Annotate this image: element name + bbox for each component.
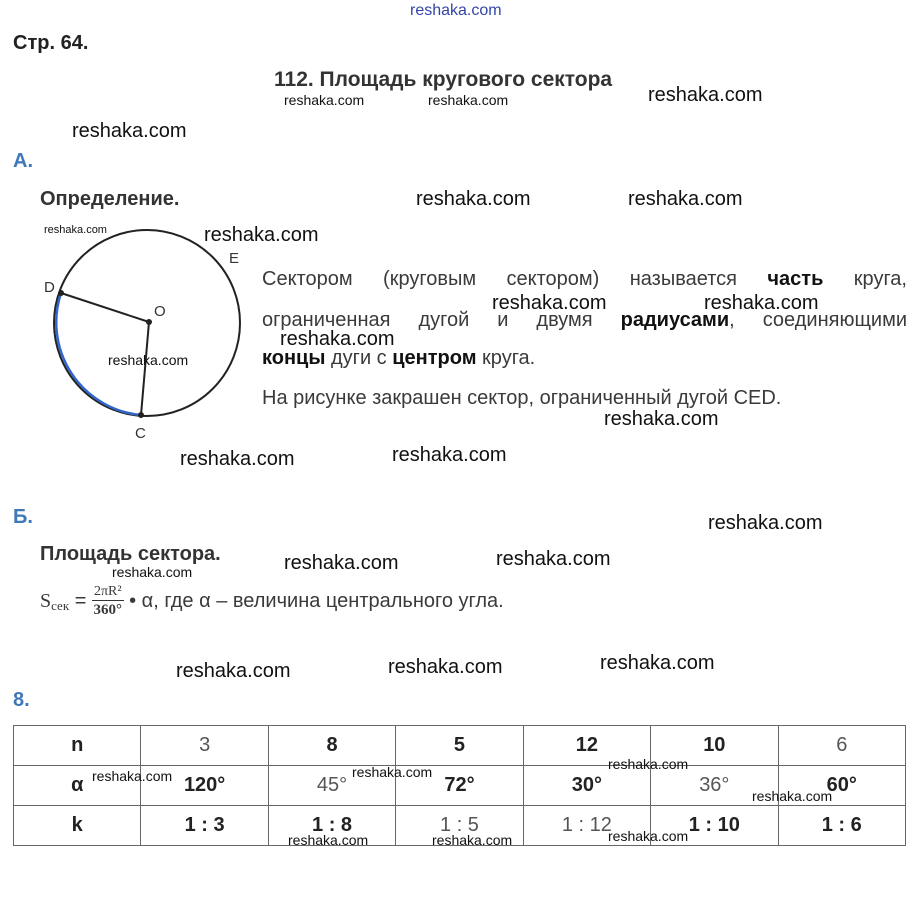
watermark: reshaka.com — [608, 756, 689, 772]
watermark: reshaka.com — [72, 120, 187, 142]
page-label: Стр. 64. — [13, 32, 89, 54]
circle-sector-figure — [44, 225, 250, 442]
watermark: reshaka.com — [44, 224, 107, 236]
cell-k: 1 : 3 — [141, 806, 268, 846]
cell-alpha: 60° — [778, 766, 905, 806]
watermark: reshaka.com — [492, 292, 607, 314]
watermark: reshaka.com — [704, 292, 819, 314]
row-label-k: k — [14, 806, 141, 846]
section-a-label: А. — [13, 150, 33, 172]
area-formula — [40, 584, 504, 619]
radius-oc — [141, 322, 149, 415]
row-label-alpha: α — [14, 766, 141, 806]
definition-line-1 — [262, 266, 907, 292]
cell-alpha: 120° — [141, 766, 268, 806]
watermark: reshaka.com — [416, 188, 531, 210]
cell-alpha: 72° — [396, 766, 523, 806]
watermark: reshaka.com — [392, 444, 507, 466]
watermark: reshaka.com — [288, 832, 369, 848]
cell-n: 5 — [396, 726, 523, 766]
cell-k: 1 : 5 — [396, 806, 523, 846]
cell-alpha: 36° — [651, 766, 778, 806]
formula-s: S — [40, 589, 52, 612]
cell-n: 10 — [651, 726, 778, 766]
sector-table — [13, 725, 906, 846]
cell-k: 1 : 6 — [778, 806, 905, 846]
watermark: reshaka.com — [280, 328, 395, 350]
watermark: reshaka.com — [496, 548, 611, 570]
watermark: reshaka.com — [176, 660, 291, 682]
definition-text-2c: , соединяющими — [729, 309, 907, 331]
cell-n: 12 — [523, 726, 650, 766]
watermark: reshaka.com — [604, 408, 719, 430]
definition-text-1a: Сектором (круговым сектором) называется — [262, 268, 768, 290]
watermark: reshaka.com — [432, 832, 513, 848]
keyword-radii: радиусами — [620, 309, 730, 331]
point-c-dot — [138, 412, 144, 418]
watermark: reshaka.com — [284, 92, 365, 108]
definition-note: На рисунке закрашен сектор, ограниченный дугой CED. — [262, 387, 782, 409]
label-o: O — [154, 303, 166, 320]
section-heading: 112. Площадь кругового сектора — [274, 68, 613, 91]
formula-denominator: 360° — [93, 602, 122, 618]
cell-n: 3 — [141, 726, 268, 766]
watermark: reshaka.com — [628, 188, 743, 210]
watermark: reshaka.com — [92, 768, 173, 784]
cell-alpha: 45° — [268, 766, 395, 806]
cell-n: 8 — [268, 726, 395, 766]
definition-title: Определение. — [40, 188, 180, 210]
watermark: reshaka.com — [708, 512, 823, 534]
point-o-dot — [146, 319, 152, 325]
label-c: C — [135, 425, 146, 442]
area-title: Площадь сектора. — [40, 543, 221, 565]
formula-s-sub: сек — [51, 597, 70, 613]
label-d: D — [44, 279, 55, 296]
radius-od — [61, 293, 149, 322]
definition-text-1c: круга, — [823, 268, 907, 290]
cell-n: 6 — [778, 726, 905, 766]
section-b-label: Б. — [13, 506, 33, 528]
formula-numerator: 2πR² — [93, 584, 122, 599]
cell-k: 1 : 8 — [268, 806, 395, 846]
watermark: reshaka.com — [600, 652, 715, 674]
cell-k: 1 : 10 — [651, 806, 778, 846]
cell-k: 1 : 12 — [523, 806, 650, 846]
keyword-center: центром — [392, 347, 477, 369]
watermark: reshaka.com — [112, 564, 193, 580]
table-row-n — [14, 726, 906, 766]
watermark: reshaka.com — [180, 448, 295, 470]
definition-text-3d: круга. — [476, 347, 536, 369]
top-watermark-link[interactable]: reshaka.com — [410, 2, 502, 19]
definition-text-2a: ограниченная дугой и двумя — [262, 309, 621, 331]
definition-text-3b: дуги с — [325, 347, 393, 369]
watermark: reshaka.com — [752, 788, 833, 804]
watermark: reshaka.com — [648, 84, 763, 106]
watermark: reshaka.com — [388, 656, 503, 678]
keyword-ends: концы — [262, 347, 326, 369]
cell-alpha: 30° — [523, 766, 650, 806]
row-label-n: n — [14, 726, 141, 766]
watermark: reshaka.com — [428, 92, 509, 108]
point-d-dot — [58, 290, 64, 296]
watermark: reshaka.com — [352, 764, 433, 780]
formula-rest: • α, где α – величина центрального угла. — [129, 589, 504, 612]
section-8-label: 8. — [13, 689, 30, 711]
keyword-part: часть — [767, 268, 824, 290]
watermark: reshaka.com — [608, 828, 689, 844]
formula-fraction — [92, 584, 124, 619]
watermark: reshaka.com — [108, 352, 189, 368]
watermark: reshaka.com — [284, 552, 399, 574]
watermark: reshaka.com — [204, 224, 319, 246]
label-e: E — [229, 250, 240, 267]
formula-equals: = — [74, 589, 87, 612]
